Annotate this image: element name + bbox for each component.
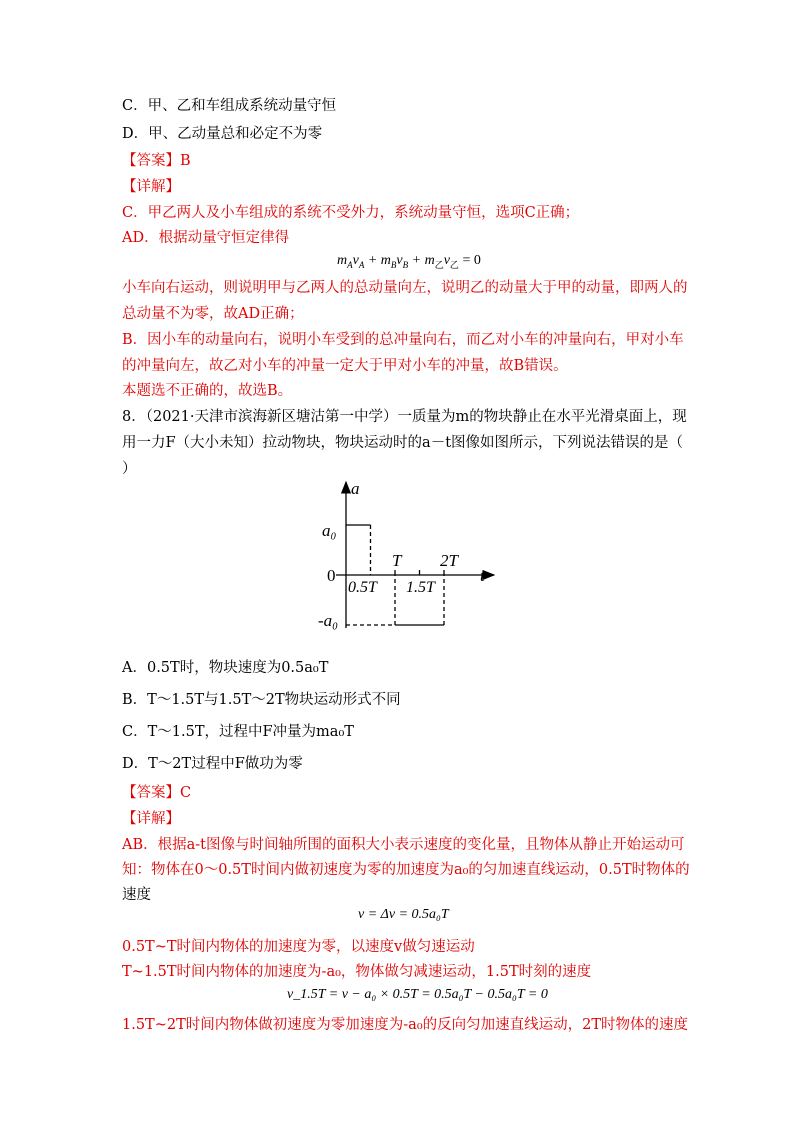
question-stem: ） [122,461,137,477]
option-c: C．T～1.5T，过程中F冲量为ma₀T [122,724,354,740]
detail-label: 【详解】 [122,811,180,827]
explanation-line: 速度 [122,887,151,903]
option-d: D．甲、乙动量总和必定不为零 [122,126,323,142]
tick-15T-label: 1.5T [406,579,435,596]
explanation-line: 0.5T~T时间内物体的加速度为零，以速度v做匀速运动 [122,939,475,955]
explanation-line: B．因小车的动量向右，说明小车受到的总冲量向右，而乙对小车的冲量向右，甲对小车 [122,332,684,348]
tick-T-label: T [392,551,402,570]
tick-2T-label: 2T [440,551,458,570]
explanation-line: 1.5T~2T时间内物体做初速度为零加速度为-a₀的反向匀加速直线运动，2T时物体的速度 [122,1017,689,1033]
explanation-line: AB．根据a-t图像与时间轴所围的面积大小表示速度的变化量，且物体从静止开始运动可 [122,837,685,853]
question-stem: 8．（2021·天津市滨海新区塘沽第一中学）一质量为m的物块静止在水平光滑桌面上，现 [122,409,687,425]
answer-label: 【答案】B [122,153,191,169]
tick-05T-label: 0.5T [348,579,377,596]
velocity-15T-equation: v_1.5T = v − a₀ × 0.5T = 0.5a₀T − 0.5a₀T = 0 [287,987,548,1002]
origin-label: 0 [327,566,336,585]
neg-a0-label: -a₀ [318,611,339,630]
explanation-line: 知：物体在0～0.5T时间内做初速度为零的加速度为a₀的匀加速直线运动，0.5T时物体的 [122,862,690,878]
momentum-equation: $m_Av_A + m_Bv_B + m_乙v_乙 = 0$ [337,253,481,270]
explanation-line: 本题选不正确的，故选B。 [122,383,293,399]
answer-label: 【答案】C [122,785,192,801]
a0-label: a₀ [322,521,337,540]
explanation-line: 总动量不为零，故AD正确； [122,306,304,322]
explanation-line: C．甲乙两人及小车组成的系统不受外力，系统动量守恒，选项C正确； [122,205,580,221]
detail-label: 【详解】 [122,179,180,195]
y-axis-label: a [351,479,360,498]
explanation-line: 的冲量向左，故乙对小车的冲量一定大于甲对小车的冲量，故B错误。 [122,358,568,374]
option-a: A．0.5T时，物块速度为0.5a₀T [122,660,329,676]
x-axis-label: t [480,566,485,585]
explanation-line: 小车向右运动，则说明甲与乙两人的总动量向左，说明乙的动量大于甲的动量，即两人的 [122,280,688,296]
option-d: D．T～2T过程中F做功为零 [122,756,303,772]
explanation-line: AD．根据动量守恒定律得 [122,230,290,246]
question-stem: 用一力F（大小未知）拉动物块，物块运动时的a－t图像如图所示，下列说法错误的是（ [122,435,684,451]
velocity-equation: v = Δv = 0.5a₀T [358,907,449,922]
explanation-line: T~1.5T时间内物体的加速度为-a₀，物体做匀减速运动，1.5T时刻的速度 [122,964,592,980]
a-t-graph [318,478,503,634]
option-b: B．T～1.5T与1.5T～2T物块运动形式不同 [122,692,401,708]
option-c: C．甲、乙和车组成系统动量守恒 [122,98,337,114]
